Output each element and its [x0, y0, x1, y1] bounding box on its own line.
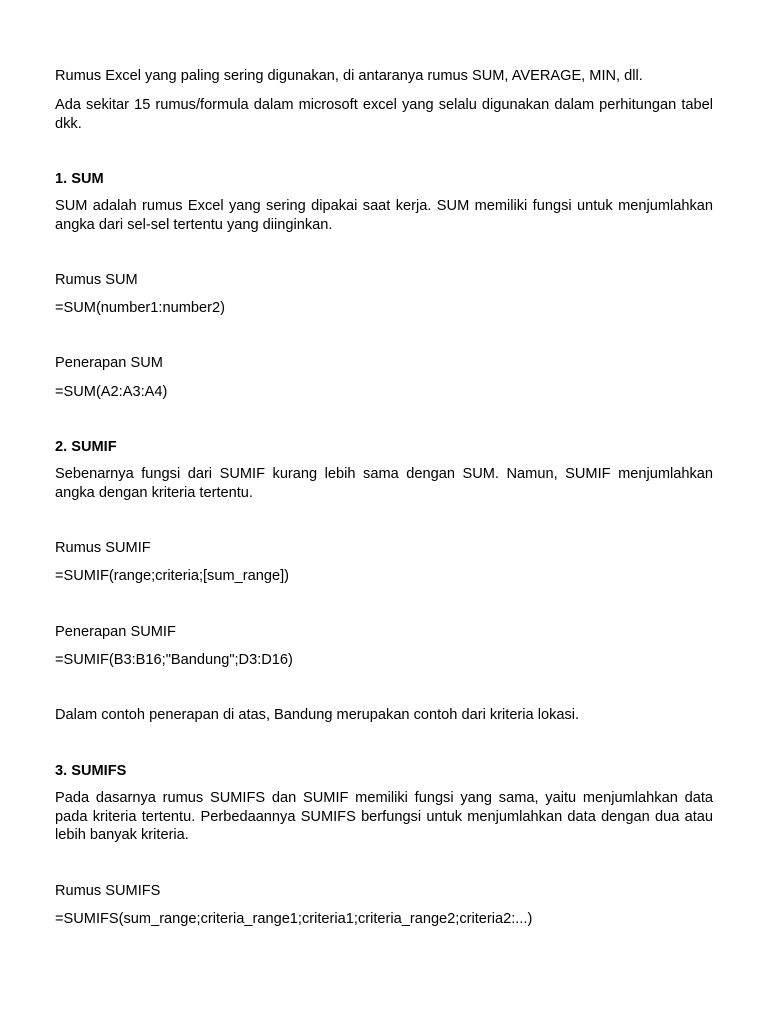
- formula-sum: =SUM(number1:number2): [55, 300, 225, 316]
- section-description-sumif: Sebenarnya fungsi dari SUMIF kurang lebih sama dengan SUM. Namun, SUMIF menjumlahkan angka dengan kriteria tertentu.: [55, 466, 713, 501]
- example-label-sumif: Penerapan SUMIF: [55, 624, 176, 640]
- note-sumif: Dalam contoh penerapan di atas, Bandung merupakan contoh dari kriteria lokasi.: [55, 707, 580, 723]
- formula-sumif: =SUMIF(range;criteria;[sum_range]): [55, 568, 289, 584]
- example-sum: =SUM(A2:A3:A4): [55, 384, 168, 400]
- formula-label-sum: Rumus SUM: [55, 272, 138, 288]
- formula-label-sumifs: Rumus SUMIFS: [55, 883, 161, 899]
- section-heading-sumifs: 3. SUMIFS: [55, 763, 127, 779]
- section-description-sumifs: Pada dasarnya rumus SUMIFS dan SUMIF memiliki fungsi yang sama, yaitu menjumlahkan data pada kriteria tertentu. Perbedaannya SUMIFS berfungsi untuk menjumlahkan data dengan dua atau lebih banyak kriteria.: [55, 790, 713, 843]
- intro-paragraph-1: Rumus Excel yang paling sering digunakan, di antaranya rumus SUM, AVERAGE, MIN, dll.: [55, 68, 643, 84]
- section-heading-sum: 1. SUM: [55, 171, 104, 187]
- section-description-sum: SUM adalah rumus Excel yang sering dipakai saat kerja. SUM memiliki fungsi untuk menjumlahkan angka dari sel-sel tertentu yang diinginkan.: [55, 198, 713, 233]
- formula-label-sumif: Rumus SUMIF: [55, 540, 151, 556]
- section-heading-sumif: 2. SUMIF: [55, 439, 117, 455]
- formula-sumifs: =SUMIFS(sum_range;criteria_range1;criteria1;criteria_range2;criteria2:...): [55, 911, 533, 927]
- intro-paragraph-2: Ada sekitar 15 rumus/formula dalam microsoft excel yang selalu digunakan dalam perhitungan tabel dkk.: [55, 97, 713, 132]
- example-label-sum: Penerapan SUM: [55, 355, 163, 371]
- example-sumif: =SUMIF(B3:B16;"Bandung";D3:D16): [55, 652, 293, 668]
